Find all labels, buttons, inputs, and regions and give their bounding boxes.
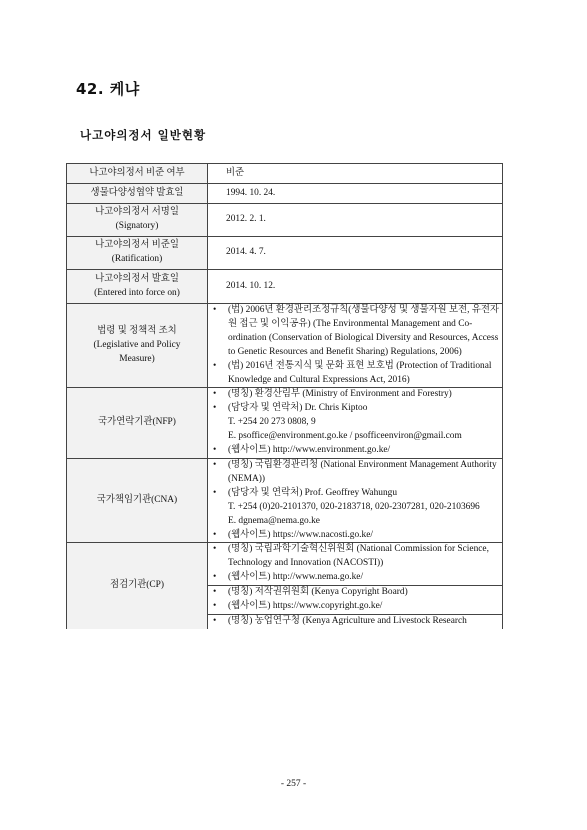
label-korean: 나고야의정서 비준일 [95,240,179,251]
contact-email: E. psoffice@environment.go.ke / psofficeenviron@gmail.com [228,431,462,442]
contact-list [212,388,500,458]
section-subtitle: 나고야의정서 일반현황 [80,128,207,142]
label-english: (Entered into force on) [94,287,180,298]
table-row [67,237,503,270]
row-value: 2014. 4. 7. [208,237,503,270]
row-label: 국가책임기관(CNA) [67,458,208,542]
checkpoint-list [212,586,500,614]
contact-phone: T. +254 (0)20-2101370, 020-2183718, 020-2307281, 020-2103696 [228,501,480,512]
section-title: 42. 케냐 [76,80,140,98]
row-value: 비준 [208,164,503,184]
list-item: • (웹사이트) https://www.copyright.go.ke/ [212,600,500,614]
label-english: Measure) [119,353,155,364]
list-item: • (명칭) 국립과학기술혁신위원회 (National Commission for Science, Technology and Innovation (NACOSTI)) [212,543,500,571]
row-value: 1994. 10. 24. [208,184,503,204]
list-item: • (법) 2016년 전통지식 및 문화 표현 보호법 (Protection of Traditional Knowledge and Cultural Expressions Act, 2016) [212,360,500,388]
row-label: 점검기관(CP) [67,543,208,629]
row-value: 2014. 10. 12. [208,270,503,304]
label-english: (Signatory) [115,221,159,231]
list-item: • (웹사이트) https://www.nacosti.go.ke/ [212,529,500,543]
row-label: 생물다양성협약 발효일 [67,184,208,204]
table-row [67,543,503,586]
row-label [67,270,208,304]
protocol-info-table [66,163,503,629]
row-label [67,237,208,270]
table-row [67,270,503,304]
table-row [67,204,503,237]
list-item: • (법) 2006년 환경관리조정규칙(생물다양성 및 생물자원 보전, 유전자원 접근 및 이익공유) (The Environmental Management and Co-ordination (Conservation of Biological Diversity and Resources, Access to Genetic Resources and Benefit Sharing) Regulations, 2006) [212,304,500,360]
list-item: • (웹사이트) http://www.environment.go.ke/ [212,444,500,458]
contact-person: • (담당자 및 연락처) Prof. Geoffrey Wahungu [228,487,398,498]
label-korean: 나고야의정서 서명일 [95,207,179,218]
contact-email: E. dgnema@nema.go.ke [228,515,320,526]
label-korean: 나고야의정서 발효일 [95,273,179,284]
row-value [208,586,503,615]
row-value [208,388,503,459]
row-value [208,458,503,542]
table-row [67,388,503,459]
row-label [67,204,208,237]
page-number: - 257 - [280,779,307,789]
list-item: • (명칭) 농업연구청 (Kenya Agriculture and Livestock Research [212,615,500,629]
table-row [67,304,503,388]
label-korean: 법령 및 정책적 조치 [97,325,177,336]
list-item: • (웹사이트) http://www.nema.go.ke/ [212,571,500,585]
row-value [208,304,503,388]
measure-list [212,304,500,387]
table-row [67,164,503,184]
checkpoint-list [212,615,500,629]
table-row [67,458,503,542]
row-value [208,543,503,586]
label-english: (Legislative and Policy [93,339,181,350]
list-item: • (명칭) 저작권위원회 (Kenya Copyright Board) [212,586,500,600]
row-label: 나고야의정서 비준 여부 [67,164,208,184]
checkpoint-list [212,543,500,585]
list-item [212,402,500,444]
list-item: • (명칭) 국립환경관리청 (National Environment Management Authority (NEMA)) [212,459,500,487]
row-label: 국가연락기관(NFP) [67,388,208,459]
row-value [208,614,503,628]
row-label [67,304,208,388]
list-item [212,487,500,529]
contact-list [212,459,500,542]
table-row [67,184,503,204]
row-value: 2012. 2. 1. [208,204,503,237]
label-english: (Ratification) [111,254,163,264]
contact-phone: T. +254 20 273 0808, 9 [228,417,316,428]
contact-person: • (담당자 및 연락처) Dr. Chris Kiptoo [228,403,368,414]
list-item: • (명칭) 환경산림부 (Ministry of Environment and Forestry) [212,388,500,402]
